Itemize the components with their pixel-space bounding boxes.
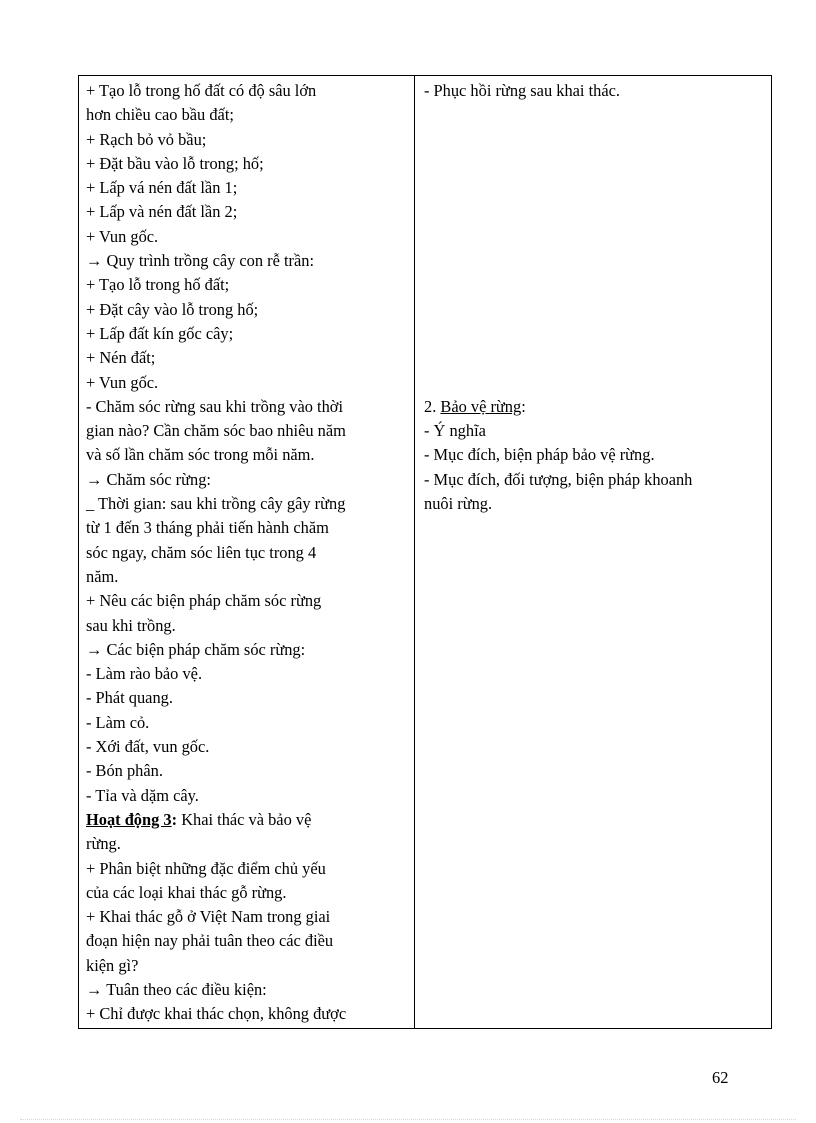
text-line bbox=[86, 978, 408, 1002]
text-line bbox=[86, 152, 408, 176]
text-segment: + Vun gốc. bbox=[86, 226, 159, 246]
text-line bbox=[424, 322, 765, 346]
text-line bbox=[424, 468, 765, 492]
text-line bbox=[86, 492, 408, 516]
text-segment: + Tạo lỗ trong hố đất có độ sâu lớn bbox=[86, 81, 317, 100]
text-line bbox=[86, 711, 408, 735]
text-segment: của các loại khai thác gỗ rừng. bbox=[86, 882, 287, 902]
text-line bbox=[86, 79, 408, 103]
text-segment: → Quy trình trồng cây con rễ trần: bbox=[86, 251, 315, 271]
text-line bbox=[424, 346, 765, 370]
text-line bbox=[424, 225, 765, 249]
text-segment: + Vun gốc. bbox=[86, 372, 159, 392]
text-segment: + Đặt bầu vào lỗ trong; hố; bbox=[86, 153, 264, 173]
text-line bbox=[86, 784, 408, 808]
text-segment: → Các biện pháp chăm sóc rừng: bbox=[86, 639, 306, 659]
text-segment: - Làm cỏ. bbox=[86, 712, 150, 732]
text-line bbox=[86, 371, 408, 395]
text-line bbox=[424, 79, 765, 103]
text-line bbox=[86, 395, 408, 419]
text-line bbox=[86, 1002, 408, 1026]
text-line bbox=[86, 638, 408, 662]
text-line bbox=[86, 589, 408, 613]
text-segment: Khai thác và bảo vệ bbox=[177, 809, 312, 829]
text-line bbox=[86, 225, 408, 249]
text-line bbox=[86, 419, 408, 443]
text-segment: - Phát quang. bbox=[86, 688, 173, 708]
text-line bbox=[86, 443, 408, 467]
text-line bbox=[86, 322, 408, 346]
text-segment: năm. bbox=[86, 566, 119, 586]
text-segment: - Phục hồi rừng sau khai thác. bbox=[424, 81, 620, 100]
text-segment: + Tạo lỗ trong hố đất; bbox=[86, 275, 230, 295]
text-line bbox=[86, 200, 408, 224]
text-line bbox=[86, 686, 408, 710]
text-line bbox=[424, 371, 765, 395]
text-segment: Bảo vệ rừng bbox=[440, 396, 522, 416]
text-line bbox=[86, 857, 408, 881]
text-line bbox=[86, 881, 408, 905]
text-line bbox=[86, 662, 408, 686]
text-line bbox=[424, 200, 765, 224]
text-segment: + Nén đất; bbox=[86, 348, 156, 368]
text-line bbox=[424, 298, 765, 322]
text-line bbox=[424, 273, 765, 297]
left-column bbox=[79, 76, 415, 1028]
text-segment: + Chỉ được khai thác chọn, không được bbox=[86, 1004, 347, 1024]
text-line bbox=[424, 419, 765, 443]
text-line bbox=[86, 929, 408, 953]
text-segment: nuôi rừng. bbox=[424, 494, 493, 514]
text-line bbox=[424, 128, 765, 152]
text-segment: - Chăm sóc rừng sau khi trồng vào thời bbox=[86, 396, 343, 416]
text-segment: + Lấp đất kín gốc cây; bbox=[86, 323, 234, 343]
text-segment: 2. bbox=[424, 396, 441, 416]
text-segment: rừng. bbox=[86, 834, 121, 854]
text-line bbox=[86, 905, 408, 929]
page-number: 62 bbox=[712, 1068, 729, 1087]
text-line bbox=[424, 152, 765, 176]
text-line bbox=[86, 273, 408, 297]
text-line bbox=[424, 249, 765, 273]
text-segment: - Ý nghĩa bbox=[424, 421, 486, 441]
text-line bbox=[86, 759, 408, 783]
text-line bbox=[86, 249, 408, 273]
text-segment: → Chăm sóc rừng: bbox=[86, 469, 211, 489]
text-segment: + Đặt cây vào lỗ trong hố; bbox=[86, 299, 259, 319]
text-line bbox=[86, 176, 408, 200]
text-line bbox=[86, 516, 408, 540]
text-line bbox=[424, 395, 765, 419]
text-segment: - Mục đích, biện pháp bảo vệ rừng. bbox=[424, 445, 655, 465]
text-segment: + Phân biệt những đặc điểm chủ yếu bbox=[86, 858, 326, 878]
text-segment: : bbox=[171, 809, 178, 829]
text-line bbox=[86, 808, 408, 832]
text-line bbox=[86, 614, 408, 638]
text-segment: + Khai thác gỗ ở Việt Nam trong giai bbox=[86, 907, 331, 927]
content-table bbox=[78, 75, 772, 1029]
footer-divider bbox=[20, 1119, 796, 1120]
text-segment: sóc ngay, chăm sóc liên tục trong 4 bbox=[86, 542, 317, 562]
text-segment: - Bón phân. bbox=[86, 761, 163, 781]
text-line bbox=[86, 735, 408, 759]
text-segment: + Nêu các biện pháp chăm sóc rừng bbox=[86, 591, 322, 611]
text-line bbox=[86, 565, 408, 589]
text-segment: → Tuân theo các điều kiện: bbox=[86, 979, 267, 999]
text-segment: - Mục đích, đối tượng, biện pháp khoanh bbox=[424, 469, 693, 489]
text-segment: - Làm rào bảo vệ. bbox=[86, 664, 203, 684]
text-segment: đoạn hiện nay phải tuân theo các điều bbox=[86, 931, 334, 951]
text-line bbox=[86, 468, 408, 492]
text-line bbox=[424, 443, 765, 467]
text-segment: + Lấp vá nén đất lần 1; bbox=[86, 178, 238, 198]
text-line bbox=[86, 298, 408, 322]
text-segment: từ 1 đến 3 tháng phải tiến hành chăm bbox=[86, 518, 329, 538]
text-line bbox=[86, 346, 408, 370]
right-column bbox=[415, 76, 771, 1028]
text-segment: + Lấp và nén đất lần 2; bbox=[86, 202, 238, 222]
text-line bbox=[424, 103, 765, 127]
text-line bbox=[86, 541, 408, 565]
text-segment: - Tỉa và dặm cây. bbox=[86, 785, 199, 805]
text-line bbox=[424, 492, 765, 516]
text-segment: - Xới đất, vun gốc. bbox=[86, 737, 210, 757]
text-segment: kiện gì? bbox=[86, 955, 139, 975]
text-line bbox=[86, 832, 408, 856]
text-line bbox=[86, 128, 408, 152]
text-segment: hơn chiều cao bầu đất; bbox=[86, 105, 234, 125]
text-segment: gian nào? Cần chăm sóc bao nhiêu năm bbox=[86, 421, 346, 441]
text-segment: sau khi trồng. bbox=[86, 615, 176, 635]
text-line bbox=[86, 103, 408, 127]
text-line bbox=[86, 954, 408, 978]
text-segment: : bbox=[521, 396, 526, 416]
text-segment: và số lần chăm sóc trong mỗi năm. bbox=[86, 445, 315, 465]
text-segment: + Rạch bỏ vỏ bầu; bbox=[86, 129, 207, 149]
text-segment: _ Thời gian: sau khi trồng cây gây rừng bbox=[86, 494, 346, 514]
text-line bbox=[424, 176, 765, 200]
text-segment: Hoạt động 3 bbox=[86, 809, 172, 829]
